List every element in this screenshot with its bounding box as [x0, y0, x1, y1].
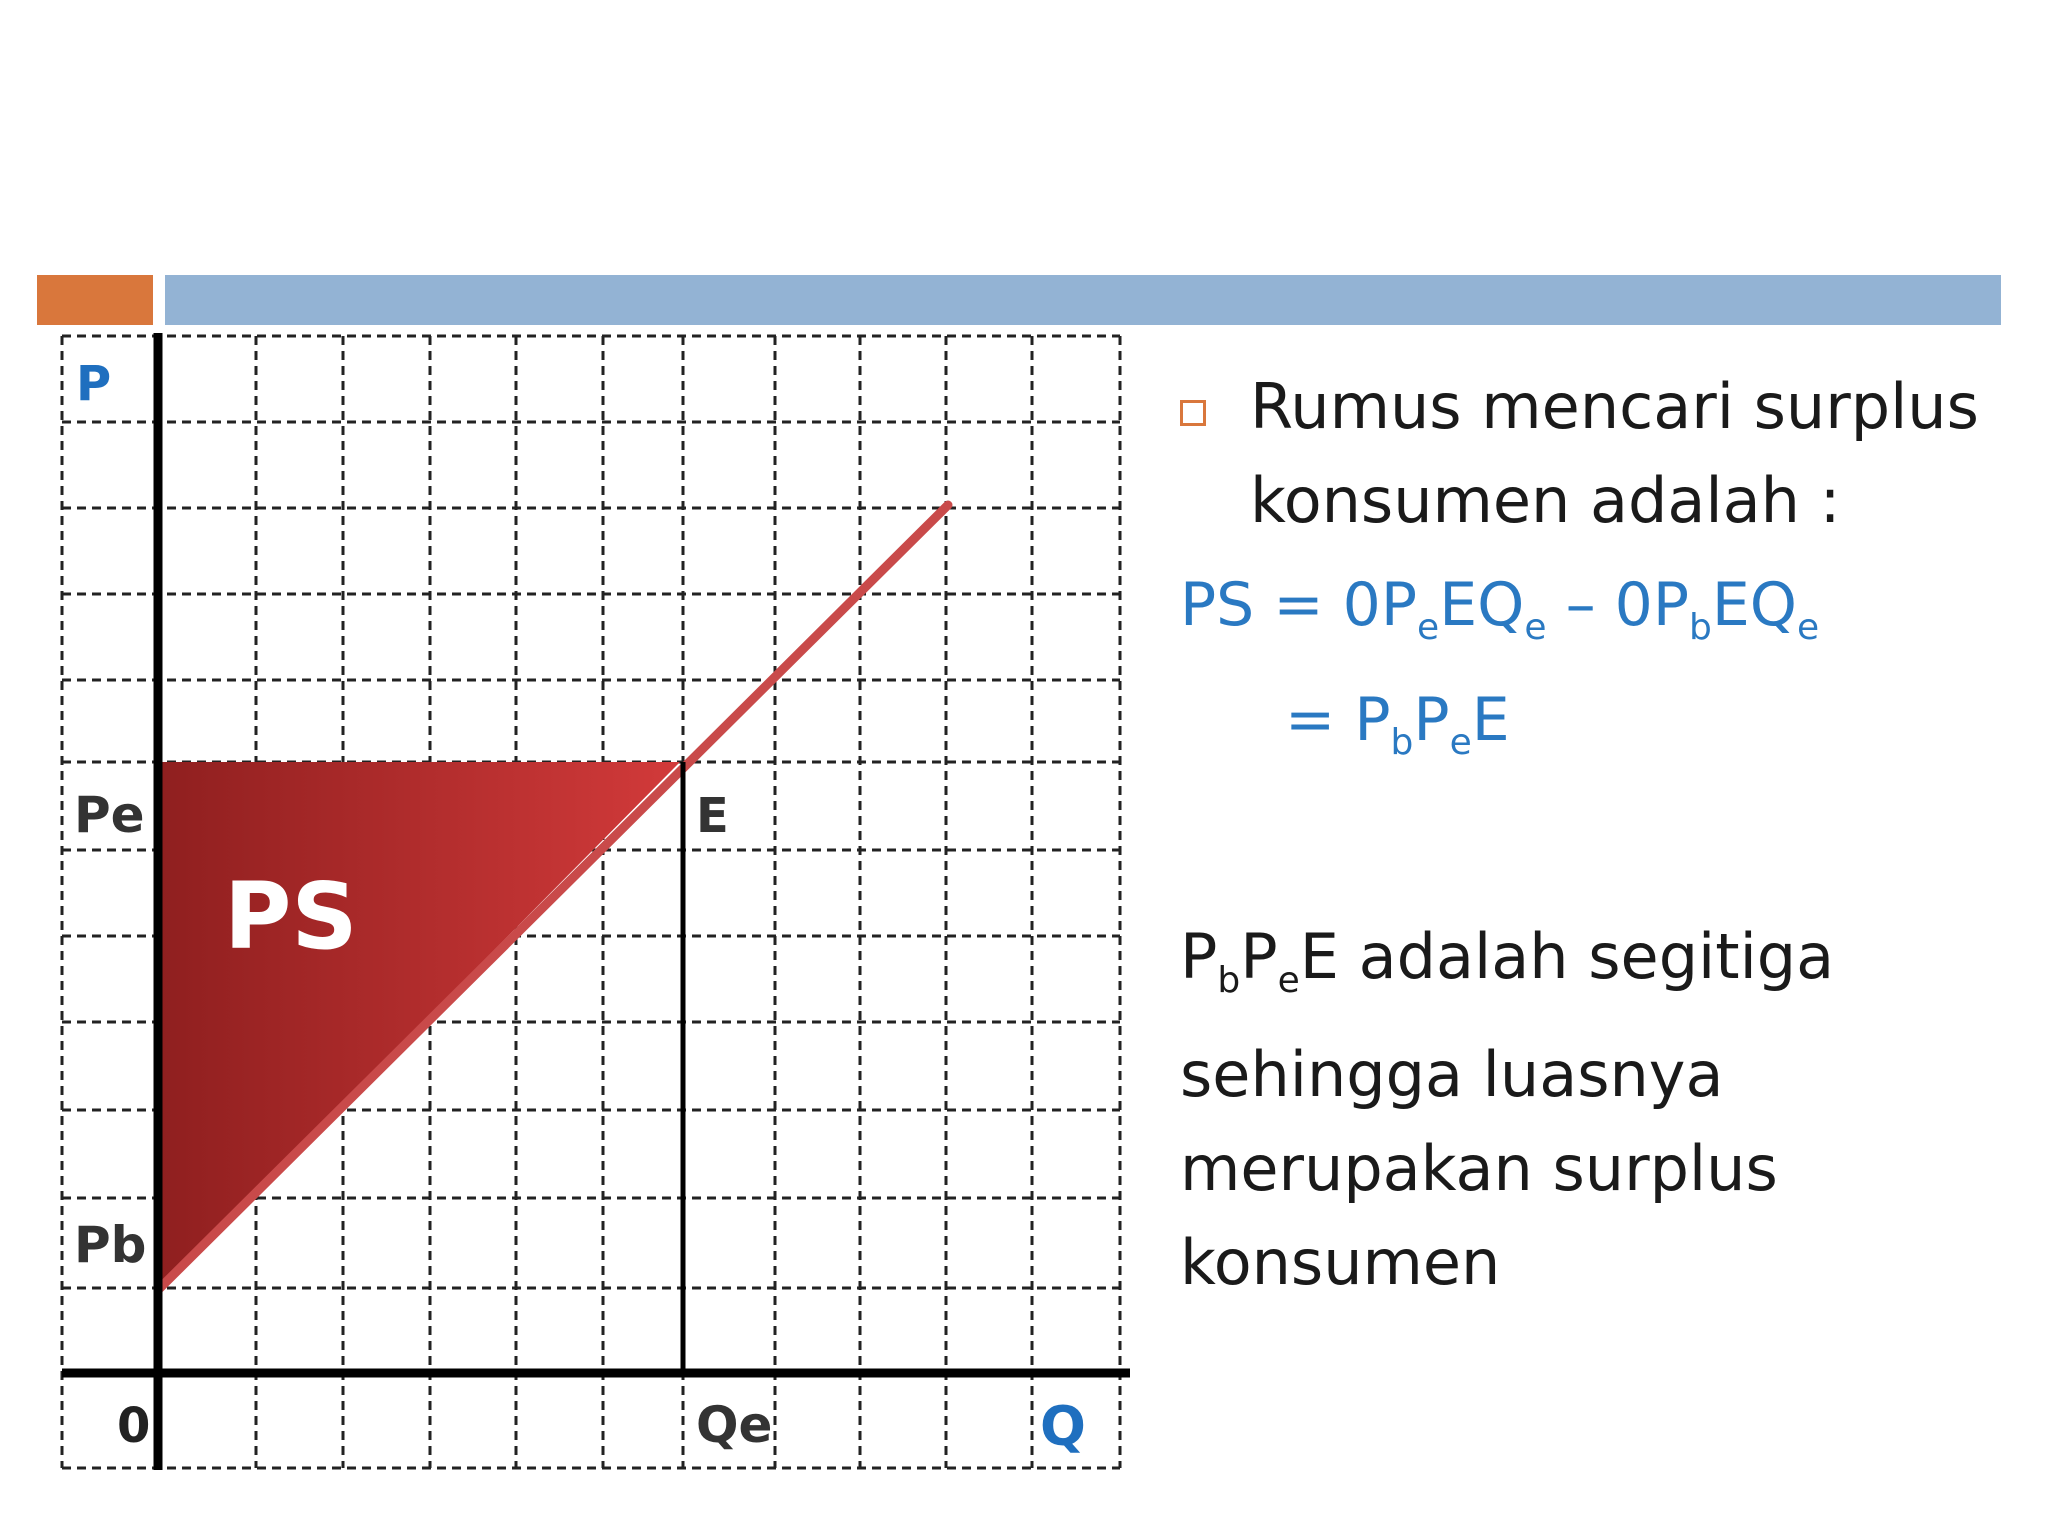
e-label: E	[696, 788, 729, 844]
square-bullet-icon	[1180, 400, 1206, 426]
pe-label: Pe	[74, 786, 145, 844]
axis-x-label: Q	[1040, 1395, 1086, 1458]
formula-line-1: PS = $0P_eEQ_e - 0P_bEQ_e$	[1180, 570, 1820, 648]
origin-label: 0	[117, 1398, 151, 1454]
axis-y-label: P	[76, 356, 112, 412]
formula-line-2: = $P_bP_eE$	[1285, 685, 1510, 763]
bullet-text: Rumus mencari surplus konsumen adalah :	[1250, 370, 1979, 537]
ps-area-label: PS	[224, 863, 358, 970]
description-text: $P_bP_eE$ adalah segitiga sehingga luasnya merupakan surplus konsumen	[1180, 920, 1835, 1299]
qe-label: Qe	[696, 1396, 773, 1454]
pb-label: Pb	[74, 1216, 147, 1274]
